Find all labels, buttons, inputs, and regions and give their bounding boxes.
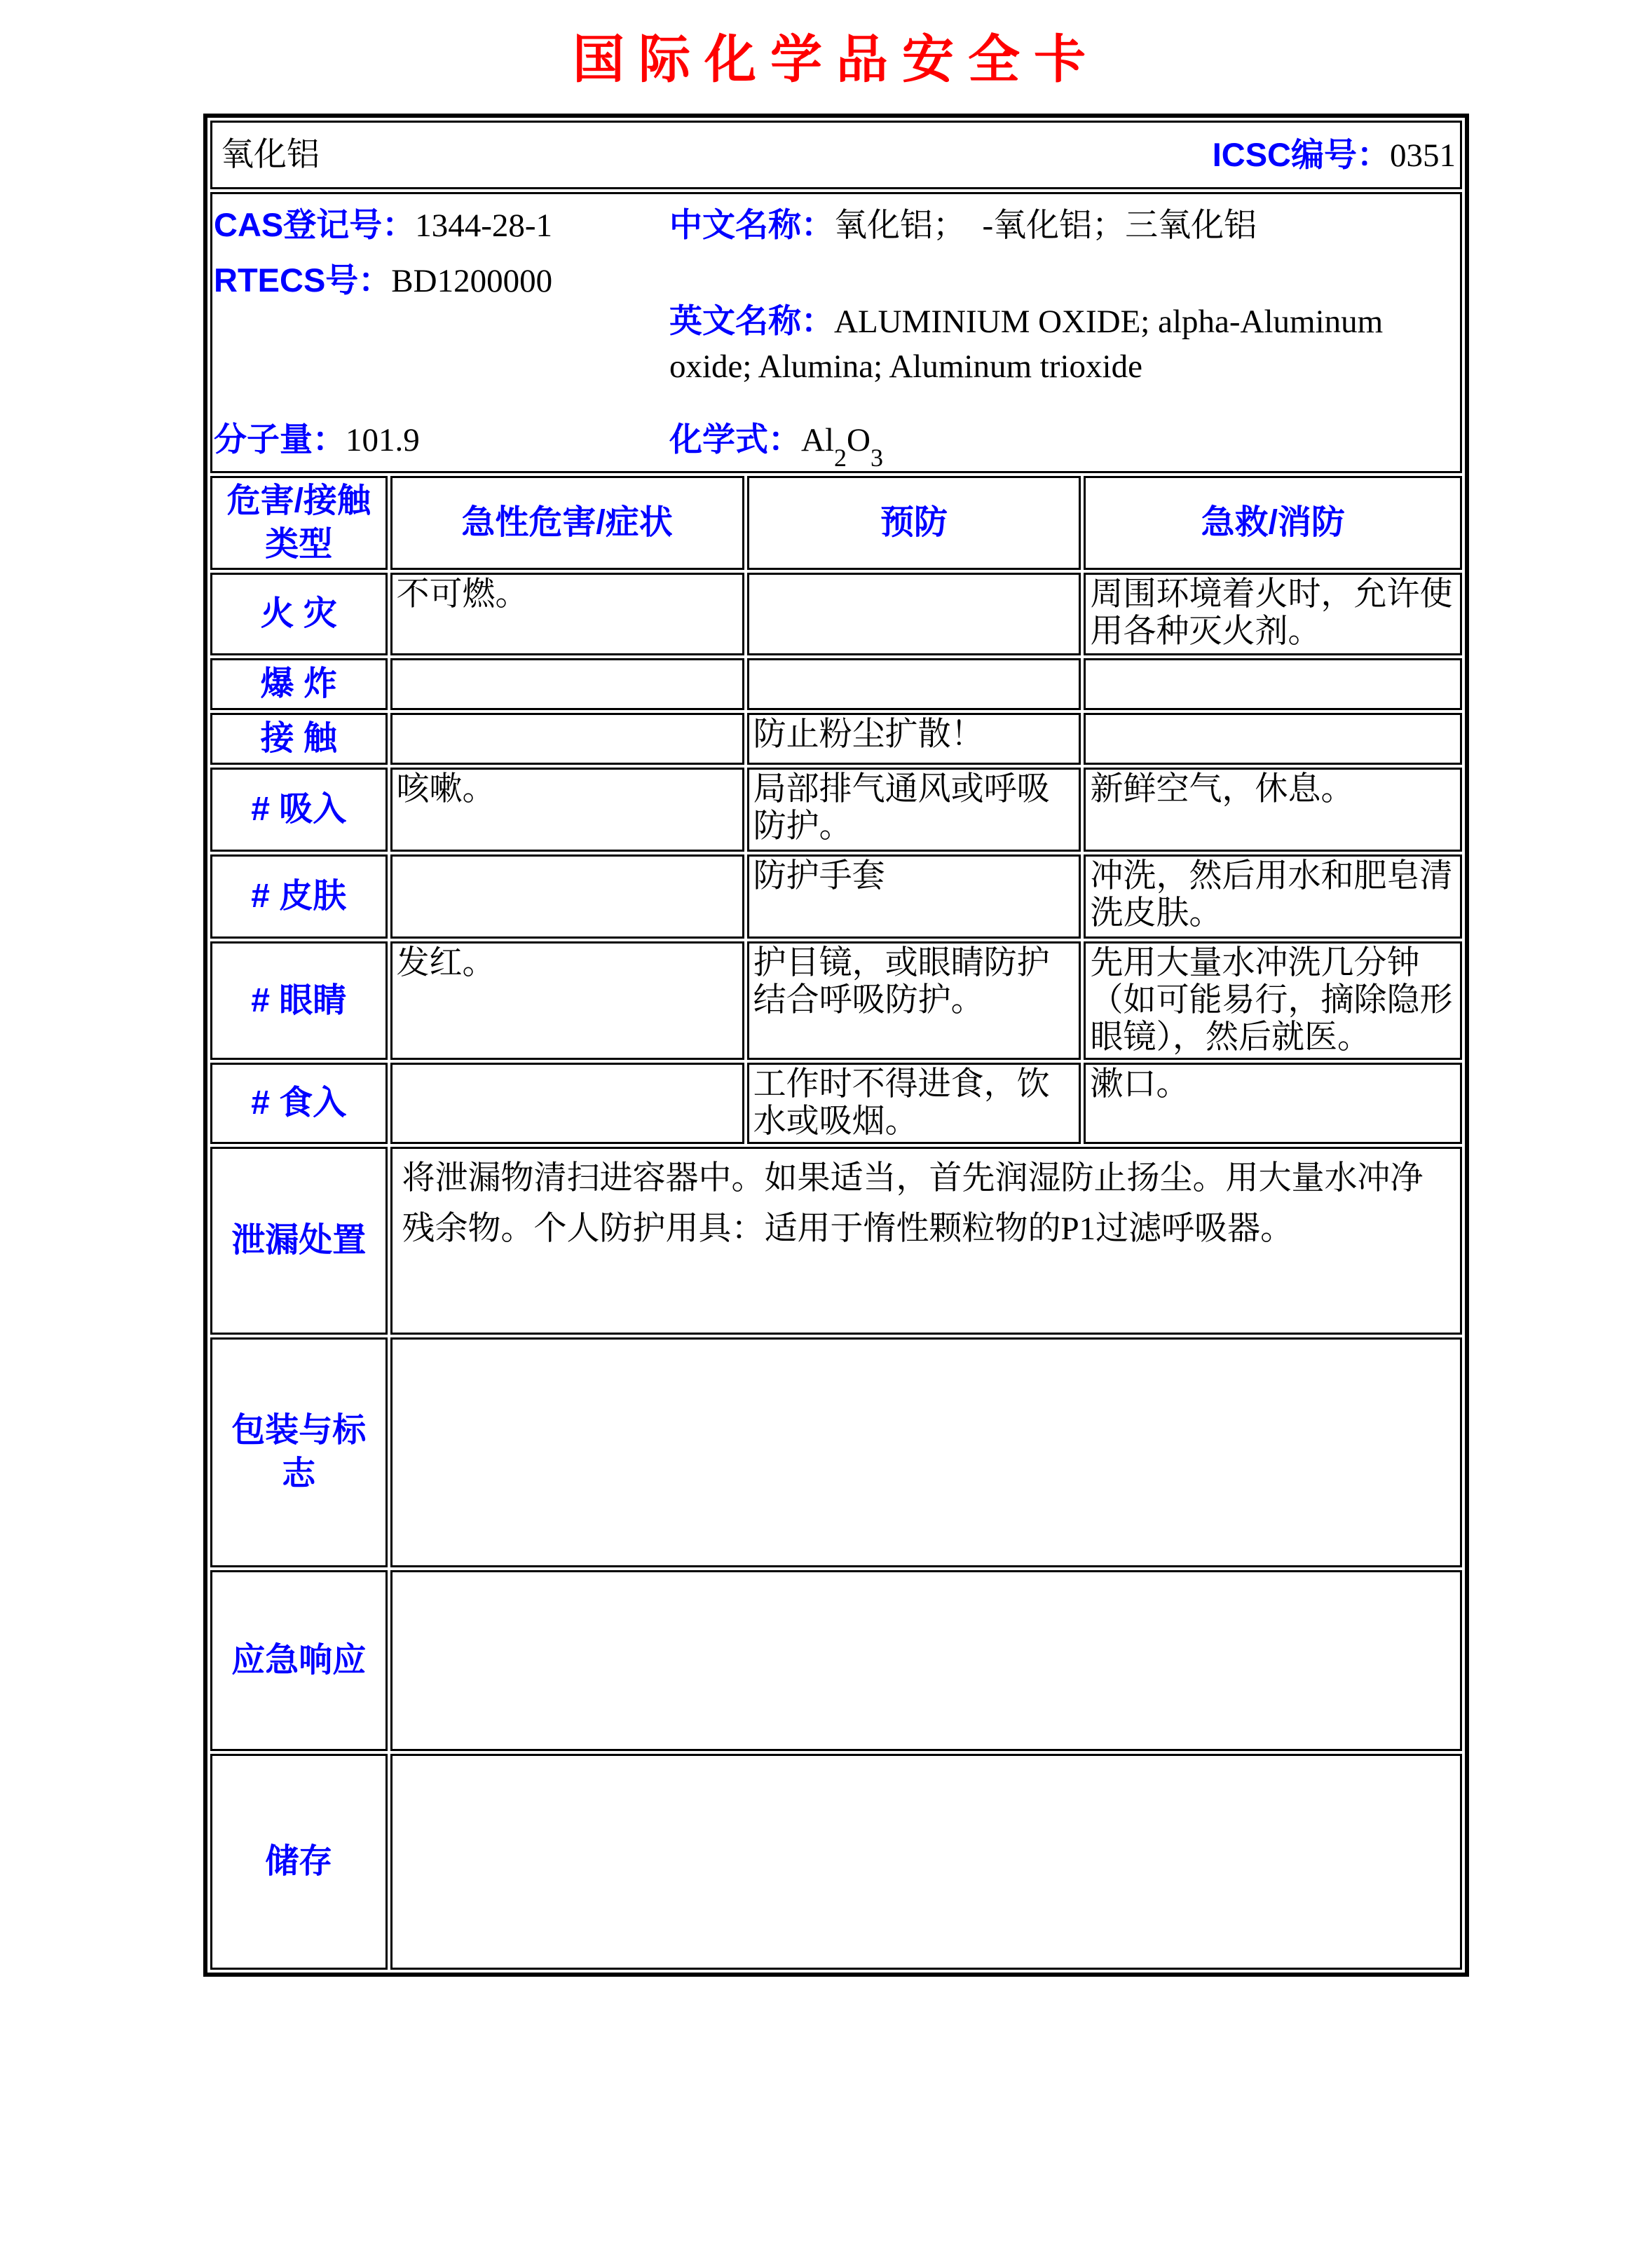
chemical-formula-label: 化学式： <box>669 421 801 458</box>
identifiers-left-column <box>214 203 669 463</box>
ingestion-symptoms-cell <box>390 1063 744 1144</box>
eyes-response-cell: 先用大量水冲洗几分钟（如可能易行，摘除隐形眼镜），然后就医。 <box>1084 941 1462 1060</box>
hazard-row-skin <box>210 854 1462 939</box>
hazard-row-explosion <box>210 658 1462 710</box>
english-name-value: ALUMINIUM OXIDE; alpha-Aluminum oxide; Alumina; Aluminum trioxide <box>669 304 1384 385</box>
storage-content <box>390 1754 1462 1970</box>
cas-number-line <box>214 203 669 248</box>
header-hazard-type: 危害/接触类型 <box>210 476 388 570</box>
section-row-packaging-labelling <box>210 1337 1462 1567</box>
eyes-symptoms-cell: 发红。 <box>390 941 744 1060</box>
section-label-emergency-response: 应急响应 <box>210 1570 388 1751</box>
rtecs-number-line <box>214 258 669 304</box>
fire-prevention-cell <box>747 573 1081 655</box>
chemical-formula-line <box>669 417 1454 472</box>
chinese-name-label: 中文名称： <box>669 206 834 243</box>
hazard-header-row <box>210 476 1462 570</box>
hazard-row-contact <box>210 713 1462 765</box>
contact-prevention-cell: 防止粉尘扩散！ <box>747 713 1081 765</box>
name-row <box>210 121 1462 189</box>
section-row-spill-disposal <box>210 1147 1462 1335</box>
substance-name: 氧化铝 <box>221 136 320 173</box>
explosion-symptoms-cell <box>390 658 744 710</box>
row-label-contact: 接 触 <box>210 713 388 765</box>
section-label-storage: 储存 <box>210 1754 388 1970</box>
header-first-aid: 急救/消防 <box>1084 476 1462 570</box>
section-row-storage <box>210 1754 1462 1970</box>
identifiers-row <box>210 192 1462 473</box>
inhalation-symptoms-cell: 咳嗽。 <box>390 768 744 852</box>
contact-symptoms-cell <box>390 713 744 765</box>
inhalation-prevention-cell: 局部排气通风或呼吸防护。 <box>747 768 1081 852</box>
emergency-response-content <box>390 1570 1462 1751</box>
icsc-number-label: ICSC编号： <box>1212 135 1390 173</box>
molecular-weight-value: 101.9 <box>346 422 420 458</box>
chemical-formula-value: $Al_2O_3$ <box>801 422 883 472</box>
icsc-number <box>1213 136 1456 175</box>
row-label-explosion: 爆 炸 <box>210 658 388 710</box>
english-name-line <box>669 299 1454 389</box>
english-name-label: 英文名称： <box>669 302 834 339</box>
header-acute-symptoms: 急性危害/症状 <box>390 476 744 570</box>
inhalation-response-cell: 新鲜空气，休息。 <box>1084 768 1462 852</box>
header-prevention: 预防 <box>747 476 1081 570</box>
row-label-ingestion: # 食入 <box>210 1063 388 1144</box>
rtecs-number-value: BD1200000 <box>391 263 553 299</box>
hazard-row-inhalation <box>210 768 1462 852</box>
page-title: 国际化学品安全卡 <box>573 32 1100 89</box>
explosion-response-cell <box>1084 658 1462 710</box>
cas-number-value: 1344-28-1 <box>415 207 553 244</box>
molecular-weight-label: 分子量： <box>214 421 346 458</box>
skin-symptoms-cell <box>390 854 744 939</box>
cas-number-label: CAS登记号： <box>214 206 416 243</box>
explosion-prevention-cell <box>747 658 1081 710</box>
chinese-name-line <box>669 203 1454 248</box>
eyes-prevention-cell: 护目镜，或眼睛防护结合呼吸防护。 <box>747 941 1081 1060</box>
contact-response-cell <box>1084 713 1462 765</box>
fire-response-cell: 周围环境着火时，允许使用各种灭火剂。 <box>1084 573 1462 655</box>
ingestion-response-cell: 漱口。 <box>1084 1063 1462 1144</box>
row-label-fire: 火 灾 <box>210 573 388 655</box>
section-label-packaging-labelling: 包装与标志 <box>210 1337 388 1567</box>
row-label-skin: # 皮肤 <box>210 854 388 939</box>
spill-disposal-content: 将泄漏物清扫进容器中。如果适当，首先润湿防止扬尘。用大量水冲净残余物。个人防护用具：适用于惰性颗粒物的P1过滤呼吸器。 <box>390 1147 1462 1335</box>
row-label-inhalation: # 吸入 <box>210 768 388 852</box>
section-label-spill-disposal: 泄漏处置 <box>210 1147 388 1335</box>
fire-symptoms-cell: 不可燃。 <box>390 573 744 655</box>
row-label-eyes: # 眼睛 <box>210 941 388 1060</box>
chinese-name-value: 氧化铝； -氧化铝；三氧化铝 <box>834 207 1257 244</box>
icsc-number-value: 0351 <box>1390 137 1456 174</box>
hazard-row-eyes <box>210 941 1462 1060</box>
skin-response-cell: 冲洗，然后用水和肥皂清洗皮肤。 <box>1084 854 1462 939</box>
skin-prevention-cell: 防护手套 <box>747 854 1081 939</box>
molecular-weight-line <box>214 417 669 463</box>
hazard-row-ingestion <box>210 1063 1462 1144</box>
ingestion-prevention-cell: 工作时不得进食，饮水或吸烟。 <box>747 1063 1081 1144</box>
packaging-labelling-content <box>390 1337 1462 1567</box>
icsc-card-table <box>203 114 1469 1977</box>
section-row-emergency-response <box>210 1570 1462 1751</box>
rtecs-number-label: RTECS号： <box>214 261 392 299</box>
hazard-row-fire <box>210 573 1462 655</box>
identifiers-right-column <box>669 203 1454 472</box>
